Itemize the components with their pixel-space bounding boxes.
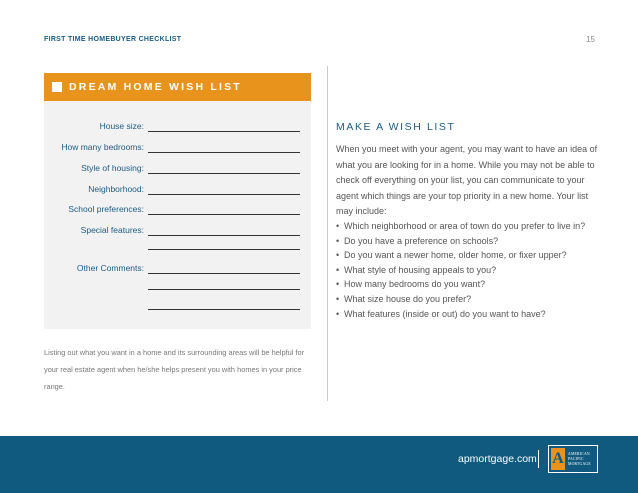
page-number: 15 xyxy=(586,35,595,44)
form-row-housing-style xyxy=(44,163,311,177)
wish-list-header-bar xyxy=(44,73,311,101)
page-footer xyxy=(0,436,638,493)
website-link[interactable]: apmortgage.com xyxy=(458,453,537,465)
form-row-other-comments xyxy=(44,263,311,277)
column-divider xyxy=(327,66,328,401)
field-label: Special features: xyxy=(80,225,144,235)
american-pacific-mortgage-logo xyxy=(548,445,598,473)
special-features-input-line[interactable] xyxy=(148,235,300,236)
list-item: • How many bedrooms do you want? xyxy=(336,279,486,290)
field-label: Style of housing: xyxy=(81,163,144,173)
field-label: Neighborhood: xyxy=(88,184,144,194)
blank-input-line[interactable] xyxy=(148,309,300,310)
field-label: School preferences: xyxy=(68,204,144,214)
square-bullet-icon xyxy=(52,82,62,92)
field-label: Other Comments: xyxy=(76,263,144,273)
document-header-title: FIRST TIME HOMEBUYER CHECKLIST xyxy=(44,36,182,43)
wish-list-title: DREAM HOME WISH LIST xyxy=(69,81,242,93)
blank-input-line[interactable] xyxy=(148,249,300,250)
make-wish-list-intro: When you meet with your agent, you may want to have an idea of what you are looking for in a home. While you may not be able to check off everything on your list, you can communicate to your agent which things are your top priority in a new home. Your list may include: xyxy=(336,144,598,216)
field-label: How many bedrooms: xyxy=(61,142,144,152)
list-item: • What size house do you prefer? xyxy=(336,293,472,304)
neighborhood-input-line[interactable] xyxy=(148,194,300,195)
housing-style-input-line[interactable] xyxy=(148,173,300,174)
make-wish-list-heading: MAKE A WISH LIST xyxy=(336,121,456,133)
house-size-input-line[interactable] xyxy=(148,131,300,132)
school-preferences-input-line[interactable] xyxy=(148,214,300,215)
list-item: • What features (inside or out) do you want to have? xyxy=(336,308,546,319)
form-row-special-features xyxy=(44,225,311,239)
form-row-school-preferences xyxy=(44,204,311,218)
form-row-bedrooms xyxy=(44,142,311,156)
list-item: • Do you want a newer home, older home, or fixer upper? xyxy=(336,250,567,261)
list-item: • Which neighborhood or area of town do you prefer to live in? xyxy=(336,221,586,231)
list-item: • Do you have a preference on schools? xyxy=(336,235,499,246)
other-comments-input-line[interactable] xyxy=(148,273,300,274)
footer-separator xyxy=(538,450,539,468)
field-label: House size: xyxy=(99,121,144,131)
blank-input-line[interactable] xyxy=(148,289,300,290)
form-row-house-size xyxy=(44,121,311,135)
wish-list-note: Listing out what you want in a home and its surrounding areas will be helpful for your real estate agent when he/she helps present you with homes in your price range. xyxy=(44,348,305,391)
bedrooms-input-line[interactable] xyxy=(148,152,300,153)
logo-text: AMERICAN PACIFIC MORTGAGE xyxy=(568,451,591,466)
logo-letter: A xyxy=(551,448,565,470)
form-row-neighborhood xyxy=(44,184,311,198)
wish-list-form xyxy=(44,101,311,329)
wish-list-bullets xyxy=(336,219,611,321)
list-item: • What style of housing appeals to you? xyxy=(336,264,497,275)
